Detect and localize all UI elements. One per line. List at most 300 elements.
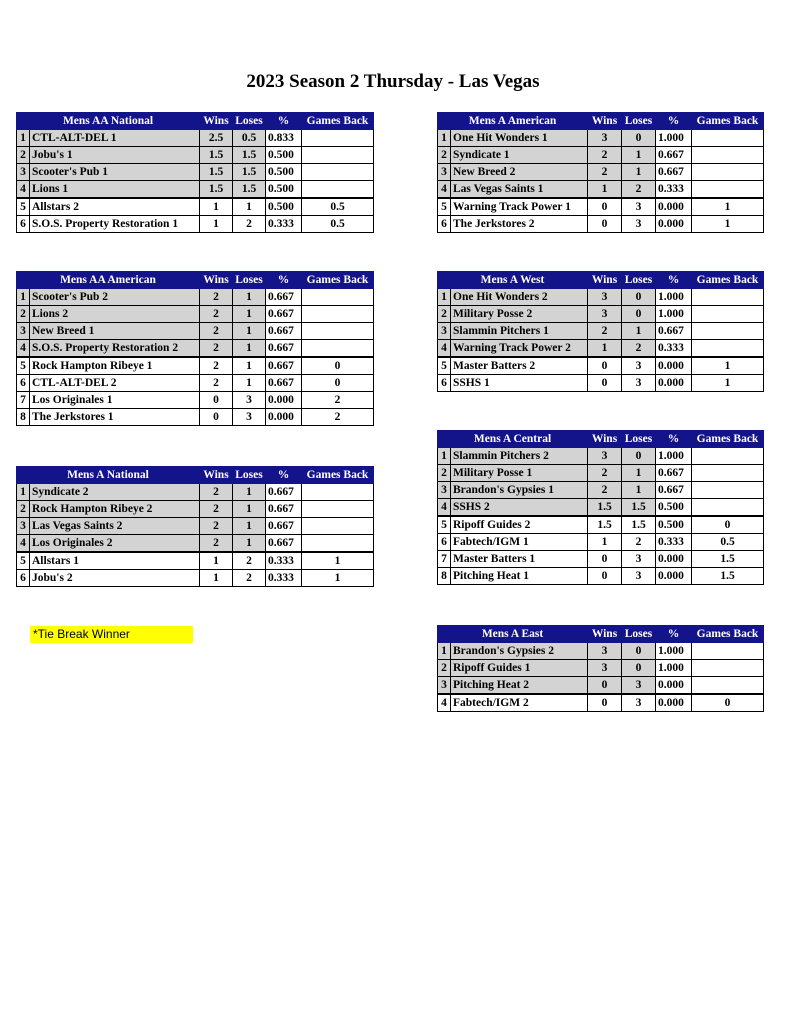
table-row — [17, 535, 374, 553]
division-name: Mens A Central — [438, 431, 588, 448]
team-name: Allstars 2 — [30, 198, 200, 216]
wins-cell: 2 — [200, 323, 233, 340]
table-row — [438, 465, 764, 482]
team-name: Warning Track Power 1 — [451, 198, 588, 216]
table-header-row — [17, 113, 374, 130]
table-row — [17, 181, 374, 199]
pct-cell: 0.000 — [266, 409, 302, 426]
team-name: Scooter's Pub 1 — [30, 164, 200, 181]
loses-header: Loses — [622, 626, 656, 643]
pct-header: % — [656, 113, 692, 130]
team-name: Los Originales 2 — [30, 535, 200, 553]
games-back-header: Games Back — [302, 272, 374, 289]
wins-cell: 1 — [588, 340, 622, 358]
table-row — [438, 323, 764, 340]
wins-cell: 0 — [588, 568, 622, 585]
rank-cell: 2 — [17, 147, 30, 164]
games-back-cell: 0.5 — [692, 534, 764, 551]
pct-cell: 0.333 — [656, 340, 692, 358]
team-name: Pitching Heat 1 — [451, 568, 588, 585]
wins-cell: 2.5 — [200, 130, 233, 147]
loses-cell: 0 — [622, 130, 656, 147]
pct-cell: 0.333 — [656, 181, 692, 199]
team-name: Las Vegas Saints 2 — [30, 518, 200, 535]
wins-cell: 2 — [200, 306, 233, 323]
table-row — [438, 516, 764, 534]
rank-cell: 3 — [438, 482, 451, 499]
team-name: Master Batters 1 — [451, 551, 588, 568]
table-row — [17, 518, 374, 535]
rank-cell: 1 — [438, 448, 451, 465]
loses-cell: 1 — [233, 518, 266, 535]
wins-cell: 1.5 — [588, 516, 622, 534]
table-row — [17, 289, 374, 306]
pct-cell: 0.667 — [266, 375, 302, 392]
table-row — [438, 694, 764, 712]
tie-break-note: *Tie Break Winner — [30, 626, 193, 643]
team-name: SSHS 2 — [451, 499, 588, 517]
loses-cell: 0 — [622, 289, 656, 306]
games-back-cell: 1 — [302, 570, 374, 587]
table-row — [438, 482, 764, 499]
standings-table — [437, 112, 764, 233]
wins-cell: 2 — [588, 465, 622, 482]
pct-cell: 0.500 — [266, 198, 302, 216]
loses-cell: 2 — [233, 216, 266, 233]
pct-cell: 0.667 — [266, 289, 302, 306]
wins-cell: 0 — [588, 677, 622, 695]
pct-cell: 1.000 — [656, 306, 692, 323]
wins-cell: 2 — [200, 535, 233, 553]
rank-cell: 7 — [17, 392, 30, 409]
team-name: CTL-ALT-DEL 2 — [30, 375, 200, 392]
table-row — [438, 677, 764, 695]
wins-cell: 1.5 — [588, 499, 622, 517]
table-header-row — [17, 467, 374, 484]
wins-header: Wins — [200, 272, 233, 289]
rank-cell: 6 — [17, 375, 30, 392]
games-back-cell: 2 — [302, 392, 374, 409]
loses-cell: 0.5 — [233, 130, 266, 147]
rank-cell: 6 — [438, 375, 451, 392]
pct-cell: 1.000 — [656, 130, 692, 147]
games-back-cell — [692, 677, 764, 695]
table-row — [17, 306, 374, 323]
loses-cell: 3 — [622, 568, 656, 585]
team-name: S.O.S. Property Restoration 1 — [30, 216, 200, 233]
team-name: Brandon's Gypsies 2 — [451, 643, 588, 660]
loses-cell: 1.5 — [622, 516, 656, 534]
rank-cell: 5 — [17, 198, 30, 216]
pct-header: % — [656, 626, 692, 643]
team-name: Warning Track Power 2 — [451, 340, 588, 358]
table-row — [17, 552, 374, 570]
wins-cell: 0 — [588, 198, 622, 216]
table-header-row — [438, 431, 764, 448]
games-back-cell — [302, 147, 374, 164]
games-back-header: Games Back — [692, 626, 764, 643]
team-name: Las Vegas Saints 1 — [451, 181, 588, 199]
wins-cell: 2 — [200, 289, 233, 306]
loses-cell: 0 — [622, 448, 656, 465]
games-back-cell — [302, 340, 374, 358]
games-back-cell — [302, 181, 374, 199]
loses-cell: 1 — [233, 535, 266, 553]
loses-cell: 1 — [233, 306, 266, 323]
games-back-cell: 1 — [692, 357, 764, 375]
loses-cell: 1 — [233, 484, 266, 501]
games-back-cell: 0 — [692, 516, 764, 534]
pct-cell: 0.667 — [266, 306, 302, 323]
pct-cell: 0.833 — [266, 130, 302, 147]
loses-cell: 3 — [233, 409, 266, 426]
team-name: One Hit Wonders 2 — [451, 289, 588, 306]
wins-cell: 0 — [588, 551, 622, 568]
division-name: Mens AA American — [17, 272, 200, 289]
games-back-cell: 0 — [302, 357, 374, 375]
rank-cell: 8 — [17, 409, 30, 426]
loses-cell: 0 — [622, 643, 656, 660]
wins-cell: 0 — [588, 375, 622, 392]
team-name: Syndicate 1 — [451, 147, 588, 164]
games-back-header: Games Back — [692, 431, 764, 448]
pct-cell: 0.000 — [656, 694, 692, 712]
team-name: Fabtech/IGM 2 — [451, 694, 588, 712]
games-back-cell — [692, 289, 764, 306]
team-name: Lions 1 — [30, 181, 200, 199]
loses-header: Loses — [233, 272, 266, 289]
loses-header: Loses — [233, 113, 266, 130]
table-header-row — [17, 272, 374, 289]
standings-table — [437, 430, 764, 585]
pct-cell: 0.333 — [266, 552, 302, 570]
table-row — [438, 340, 764, 358]
games-back-cell: 1 — [692, 198, 764, 216]
rank-cell: 6 — [17, 216, 30, 233]
team-name: One Hit Wonders 1 — [451, 130, 588, 147]
rank-cell: 6 — [17, 570, 30, 587]
loses-cell: 2 — [233, 570, 266, 587]
rank-cell: 2 — [438, 465, 451, 482]
loses-cell: 1.5 — [233, 164, 266, 181]
wins-cell: 1.5 — [200, 181, 233, 199]
rank-cell: 8 — [438, 568, 451, 585]
loses-cell: 3 — [622, 677, 656, 695]
games-back-cell — [692, 643, 764, 660]
pct-cell: 0.000 — [656, 375, 692, 392]
rank-cell: 1 — [438, 289, 451, 306]
games-back-cell — [692, 660, 764, 677]
rank-cell: 3 — [17, 518, 30, 535]
pct-cell: 1.000 — [656, 643, 692, 660]
rank-cell: 4 — [438, 499, 451, 517]
wins-cell: 2 — [200, 375, 233, 392]
pct-cell: 0.667 — [266, 518, 302, 535]
team-name: Ripoff Guides 1 — [451, 660, 588, 677]
team-name: Fabtech/IGM 1 — [451, 534, 588, 551]
wins-cell: 1 — [200, 570, 233, 587]
games-back-header: Games Back — [692, 113, 764, 130]
table-row — [17, 570, 374, 587]
table-row — [438, 198, 764, 216]
games-back-cell — [302, 484, 374, 501]
games-back-cell — [692, 323, 764, 340]
table-row — [17, 198, 374, 216]
pct-cell: 0.000 — [656, 551, 692, 568]
team-name: Slammin Pitchers 1 — [451, 323, 588, 340]
games-back-cell — [692, 306, 764, 323]
rank-cell: 2 — [438, 306, 451, 323]
pct-cell: 0.500 — [266, 164, 302, 181]
wins-cell: 2 — [588, 147, 622, 164]
games-back-header: Games Back — [302, 467, 374, 484]
table-header-row — [438, 626, 764, 643]
loses-header: Loses — [622, 113, 656, 130]
page-title: 2023 Season 2 Thursday - Las Vegas — [246, 71, 540, 92]
wins-cell: 1 — [588, 534, 622, 551]
pct-cell: 0.667 — [266, 357, 302, 375]
table-header-row — [438, 272, 764, 289]
rank-cell: 4 — [17, 340, 30, 358]
loses-cell: 3 — [233, 392, 266, 409]
rank-cell: 2 — [438, 147, 451, 164]
pct-cell: 0.667 — [656, 465, 692, 482]
division-name: Mens A East — [438, 626, 588, 643]
rank-cell: 3 — [17, 323, 30, 340]
wins-cell: 2 — [200, 501, 233, 518]
table-row — [438, 534, 764, 551]
team-name: Los Originales 1 — [30, 392, 200, 409]
loses-cell: 2 — [622, 534, 656, 551]
rank-cell: 3 — [17, 164, 30, 181]
table-row — [17, 340, 374, 358]
loses-cell: 1.5 — [233, 147, 266, 164]
table-row — [438, 289, 764, 306]
table-row — [438, 568, 764, 585]
standings-table — [437, 625, 764, 712]
table-row — [17, 147, 374, 164]
table-row — [438, 306, 764, 323]
team-name: SSHS 1 — [451, 375, 588, 392]
standings-table — [16, 271, 374, 426]
loses-cell: 1 — [622, 465, 656, 482]
table-row — [438, 130, 764, 147]
pct-cell: 0.000 — [656, 357, 692, 375]
games-back-cell — [302, 518, 374, 535]
table-row — [17, 501, 374, 518]
wins-cell: 0 — [200, 409, 233, 426]
team-name: Syndicate 2 — [30, 484, 200, 501]
loses-header: Loses — [233, 467, 266, 484]
table-row — [438, 147, 764, 164]
table-row — [17, 216, 374, 233]
games-back-cell: 0.5 — [302, 216, 374, 233]
loses-header: Loses — [622, 272, 656, 289]
rank-cell: 5 — [438, 357, 451, 375]
wins-header: Wins — [588, 113, 622, 130]
loses-cell: 3 — [622, 357, 656, 375]
rank-cell: 3 — [438, 677, 451, 695]
team-name: New Breed 1 — [30, 323, 200, 340]
loses-cell: 0 — [622, 306, 656, 323]
rank-cell: 4 — [17, 181, 30, 199]
games-back-cell — [302, 323, 374, 340]
pct-cell: 0.500 — [656, 516, 692, 534]
table-row — [17, 164, 374, 181]
wins-cell: 1 — [200, 552, 233, 570]
loses-cell: 3 — [622, 198, 656, 216]
pct-cell: 0.500 — [266, 181, 302, 199]
standings-table — [16, 112, 374, 233]
pct-cell: 0.000 — [656, 568, 692, 585]
loses-cell: 3 — [622, 694, 656, 712]
table-row — [438, 551, 764, 568]
rank-cell: 5 — [17, 552, 30, 570]
rank-cell: 1 — [17, 130, 30, 147]
pct-cell: 0.667 — [266, 535, 302, 553]
wins-header: Wins — [200, 467, 233, 484]
standings-table — [437, 271, 764, 392]
pct-cell: 0.000 — [656, 216, 692, 233]
rank-cell: 6 — [438, 216, 451, 233]
team-name: Lions 2 — [30, 306, 200, 323]
team-name: CTL-ALT-DEL 1 — [30, 130, 200, 147]
wins-header: Wins — [588, 431, 622, 448]
team-name: Master Batters 2 — [451, 357, 588, 375]
games-back-header: Games Back — [692, 272, 764, 289]
games-back-cell — [692, 340, 764, 358]
games-back-cell: 1 — [692, 375, 764, 392]
wins-cell: 3 — [588, 643, 622, 660]
pct-header: % — [656, 431, 692, 448]
pct-cell: 0.000 — [656, 677, 692, 695]
wins-cell: 2 — [200, 484, 233, 501]
rank-cell: 5 — [17, 357, 30, 375]
division-name: Mens A West — [438, 272, 588, 289]
loses-cell: 2 — [233, 552, 266, 570]
rank-cell: 5 — [438, 198, 451, 216]
loses-cell: 1 — [233, 357, 266, 375]
team-name: The Jerkstores 2 — [451, 216, 588, 233]
pct-header: % — [266, 272, 302, 289]
games-back-cell — [302, 306, 374, 323]
loses-cell: 2 — [622, 340, 656, 358]
wins-cell: 1 — [200, 216, 233, 233]
loses-cell: 3 — [622, 551, 656, 568]
games-back-cell: 1 — [692, 216, 764, 233]
games-back-cell — [692, 465, 764, 482]
pct-cell: 0.000 — [266, 392, 302, 409]
pct-cell: 0.667 — [656, 147, 692, 164]
team-name: Slammin Pitchers 2 — [451, 448, 588, 465]
games-back-cell — [302, 535, 374, 553]
team-name: Rock Hampton Ribeye 1 — [30, 357, 200, 375]
pct-cell: 0.667 — [656, 323, 692, 340]
wins-cell: 3 — [588, 289, 622, 306]
wins-cell: 1.5 — [200, 164, 233, 181]
pct-cell: 0.667 — [266, 340, 302, 358]
wins-header: Wins — [200, 113, 233, 130]
pct-cell: 0.667 — [656, 164, 692, 181]
division-name: Mens AA National — [17, 113, 200, 130]
rank-cell: 4 — [438, 694, 451, 712]
loses-cell: 1.5 — [622, 499, 656, 517]
wins-cell: 2 — [200, 518, 233, 535]
loses-cell: 1 — [233, 375, 266, 392]
table-row — [438, 375, 764, 392]
games-back-cell: 1.5 — [692, 568, 764, 585]
rank-cell: 1 — [17, 484, 30, 501]
table-row — [17, 409, 374, 426]
rank-cell: 7 — [438, 551, 451, 568]
table-row — [438, 499, 764, 517]
team-name: Scooter's Pub 2 — [30, 289, 200, 306]
table-row — [438, 448, 764, 465]
pct-cell: 0.000 — [656, 198, 692, 216]
loses-cell: 1 — [233, 323, 266, 340]
rank-cell: 3 — [438, 323, 451, 340]
wins-cell: 3 — [588, 306, 622, 323]
pct-cell: 0.500 — [266, 147, 302, 164]
pct-cell: 1.000 — [656, 289, 692, 306]
loses-cell: 1 — [233, 501, 266, 518]
team-name: Rock Hampton Ribeye 2 — [30, 501, 200, 518]
games-back-cell — [302, 289, 374, 306]
team-name: S.O.S. Property Restoration 2 — [30, 340, 200, 358]
pct-cell: 1.000 — [656, 660, 692, 677]
table-row — [17, 484, 374, 501]
loses-cell: 1 — [233, 289, 266, 306]
wins-cell: 1 — [588, 181, 622, 199]
table-row — [438, 181, 764, 199]
table-row — [438, 164, 764, 181]
games-back-cell — [302, 164, 374, 181]
pct-cell: 0.333 — [656, 534, 692, 551]
division-name: Mens A National — [17, 467, 200, 484]
games-back-cell — [692, 499, 764, 517]
rank-cell: 2 — [438, 660, 451, 677]
games-back-cell: 0 — [302, 375, 374, 392]
table-row — [17, 130, 374, 147]
games-back-cell — [692, 181, 764, 199]
loses-cell: 1.5 — [233, 181, 266, 199]
team-name: Jobu's 1 — [30, 147, 200, 164]
pct-header: % — [266, 113, 302, 130]
rank-cell: 4 — [438, 181, 451, 199]
division-name: Mens A American — [438, 113, 588, 130]
loses-cell: 0 — [622, 660, 656, 677]
games-back-header: Games Back — [302, 113, 374, 130]
games-back-cell — [692, 482, 764, 499]
wins-cell: 3 — [588, 448, 622, 465]
pct-cell: 0.667 — [266, 323, 302, 340]
table-header-row — [438, 113, 764, 130]
loses-cell: 3 — [622, 375, 656, 392]
team-name: The Jerkstores 1 — [30, 409, 200, 426]
loses-cell: 1 — [622, 147, 656, 164]
games-back-cell — [692, 147, 764, 164]
rank-cell: 4 — [438, 340, 451, 358]
table-row — [17, 392, 374, 409]
wins-cell: 2 — [200, 357, 233, 375]
rank-cell: 3 — [438, 164, 451, 181]
games-back-cell: 1 — [302, 552, 374, 570]
loses-cell: 3 — [622, 216, 656, 233]
loses-cell: 1 — [622, 482, 656, 499]
rank-cell: 1 — [17, 289, 30, 306]
wins-cell: 3 — [588, 660, 622, 677]
loses-cell: 2 — [622, 181, 656, 199]
